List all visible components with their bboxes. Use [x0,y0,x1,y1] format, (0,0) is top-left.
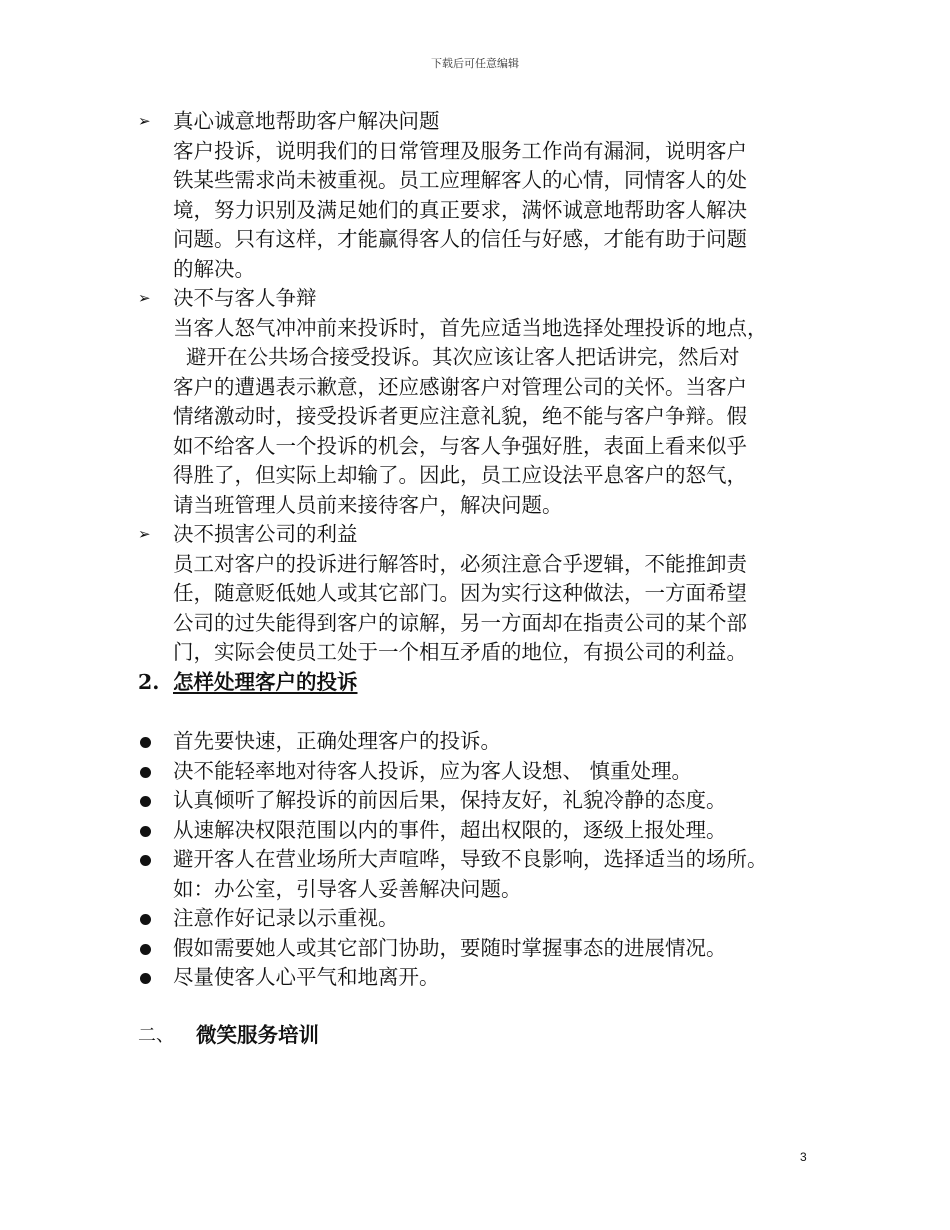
heading-text: 怎样处理客户的投诉 [173,669,358,694]
bullet-text: 如：办公室，引导客人妥善解决问题。 [173,876,522,901]
heading-number: 2. [138,669,160,694]
bullet-dot-icon [140,944,151,955]
bullet-dot-icon [140,914,151,925]
paragraph-line: 的解决。 [173,256,255,281]
paragraph-line: 避开在公共场合接受投诉。其次应该让客人把话讲完，然后对 [173,345,740,369]
bullet-continuation [138,875,828,905]
bullet-item [138,963,828,993]
arrow-marker-icon: ➢ [138,525,151,543]
bullet-text: 注意作好记录以示重视。 [173,906,399,930]
paragraph-line: 门，实际会使员工处于一个相互矛盾的地位，有损公司的利益。 [173,640,747,664]
bullet-dot-icon [140,855,151,866]
bullet-text: 假如需要她人或其它部门协助，要随时掌握事态的进展情况。 [173,935,727,960]
bullet-text: 决不能轻率地对待客人投诉，应为客人设想、 慎重处理。 [173,758,693,783]
document-body [138,107,828,1047]
bullet-text: 认真倾听了解投诉的前因后果，保持友好，礼貌冷静的态度。 [173,788,727,812]
bullet-text: 尽量使客人心平气和地离开。 [173,965,440,989]
bullet-dot-icon [140,737,151,748]
bullet-item [138,904,828,934]
bullet-item [138,816,828,846]
bullet-item [138,845,828,875]
paragraph-line: 公司的过失能得到客户的谅解，另一方面却在指责公司的某个部 [173,610,747,635]
bullet-item [138,727,828,757]
arrow-marker-icon: ➢ [138,112,151,130]
paragraph-line: 境，努力识别及满足她们的真正要求，满怀诚意地帮助客人解决 [173,197,747,222]
arrow-sections [138,107,828,668]
arrow-item-title: 真心诚意地帮助客户解决问题 [173,109,440,133]
bullet-text: 首先要快速，正确处理客户的投诉。 [173,729,501,753]
arrow-item [138,284,828,314]
paragraph-line: 客户投诉，说明我们的日常管理及服务工作尚有漏洞，说明客户 [173,138,747,163]
bullet-item [138,757,828,787]
paragraph-line: 请当班管理人员前来接待客户，解决问题。 [173,492,563,517]
bullet-dot-icon [140,973,151,984]
arrow-item-title: 决不损害公司的利益 [173,522,358,546]
paragraph-line: 员工对客户的投诉进行解答时，必须注意合乎逻辑，不能推卸责 [173,551,747,576]
paragraph-line: 当客人怒气冲冲前来投诉时，首先应适当地选择处理投诉的地点， [173,315,768,340]
arrow-item-title: 决不与客人争辩 [173,286,317,310]
section-number: 二、 [138,1024,174,1046]
page-header: 下载后可任意编辑 [431,57,519,70]
bullet-item [138,934,828,964]
paragraph-line: 问题。只有这样，才能赢得客人的信任与好感，才能有助于问题 [173,227,747,251]
bullet-dot-icon [140,767,151,778]
bullet-text: 避开客人在营业场所大声喧哗，导致不良影响，选择适当的场所。 [173,847,768,871]
section-title: 微笑服务培训 [196,1022,319,1047]
bullet-text: 从速解决权限范围以内的事件，超出权限的，逐级上报处理。 [173,817,727,842]
paragraph-line: 得胜了，但实际上却输了。因此，员工应设法平息客户的怒气， [173,463,747,487]
page-number: 3 [800,1150,807,1164]
paragraph-line: 客户的遭遇表示歉意，还应感谢客户对管理公司的关怀。当客户 [173,374,747,399]
paragraph-line: 情绪激动时，接受投诉者更应注意礼貌，绝不能与客户争辩。假 [173,404,747,428]
arrow-item [138,107,828,137]
arrow-marker-icon: ➢ [138,289,151,307]
arrow-item [138,520,828,550]
numbered-heading [138,668,828,698]
paragraph-line: 任，随意贬低她人或其它部门。因为实行这种做法，一方面希望 [173,581,747,605]
paragraph-line: 铁某些需求尚未被重视。员工应理解客人的心情，同情客人的处 [173,168,747,192]
bullet-item [138,786,828,816]
bullet-dot-icon [140,826,151,837]
bullet-list [138,727,828,993]
bullet-dot-icon [140,796,151,807]
paragraph-line: 如不给客人一个投诉的机会，与客人争强好胜，表面上看来似乎 [173,433,747,458]
